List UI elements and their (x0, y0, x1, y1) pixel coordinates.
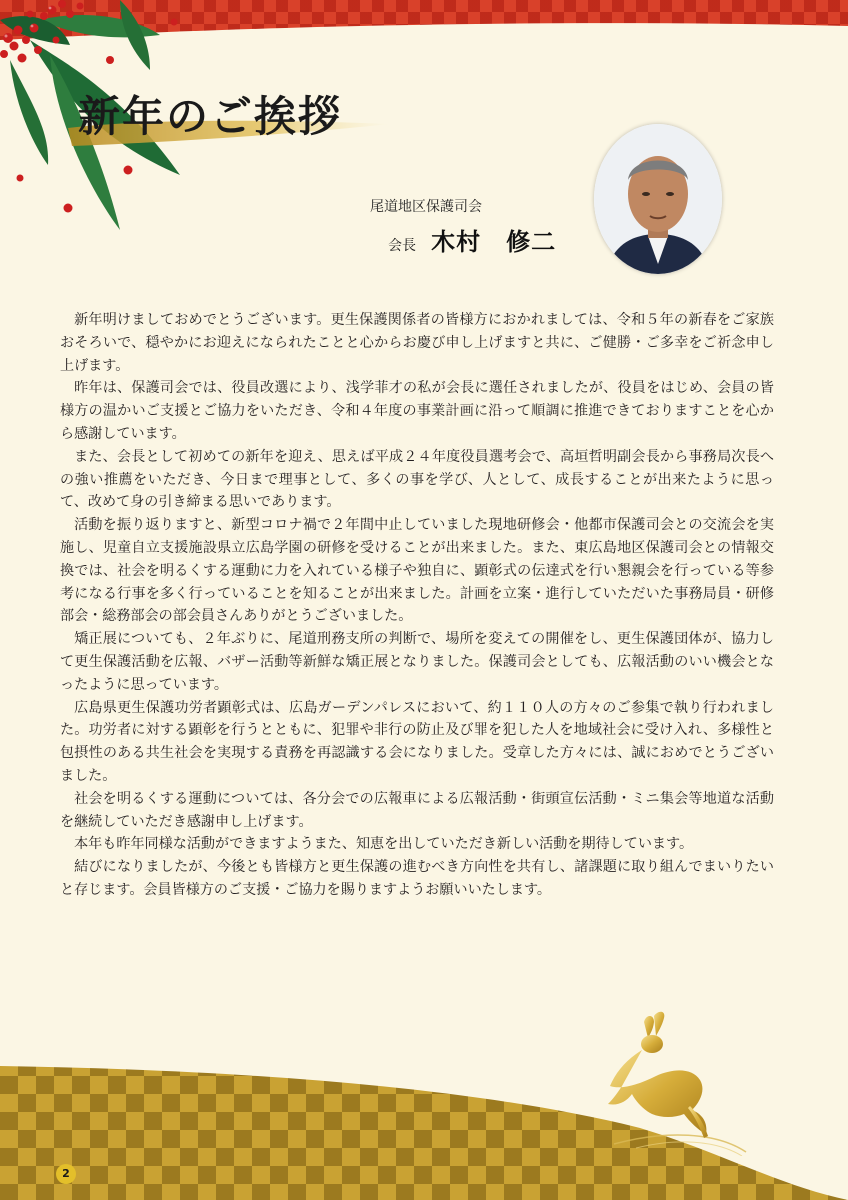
organization-name: 尾道地区保護司会 (370, 199, 482, 215)
page-number: 2 (56, 1164, 76, 1184)
page-title: 新年のご挨拶 (78, 92, 343, 141)
golden-rabbit-illustration (596, 1006, 766, 1156)
paragraph: 活動を振り返りますと、新型コロナ禍で２年間中止していました現地研修会・他都市保護司会との交流会を実施し、児童自立支援施設県立広島学園の研修を受けることが出来ました。また、東広島地区保護司会との情報交換では、社会を明るくする運動に力を入れている様子や独自に、顕彰式の伝達式を行い懇親会を行っている等参考になる行事を多く行っていることを知ることが出来ました。計画を立案・進行していただいた事務局員・研修部会・総務部会の部会員さんありがとうございました。 (60, 517, 774, 625)
paragraph: 新年明けましておめでとうございます。更生保護関係者の皆様方におかれましては、令和５年の新春をご家族おそろいで、穏やかにお迎えになられたことと心からお慶び申し上げますと共に、ご健勝・ご多幸をご祈念申し上げます。 (60, 312, 774, 374)
portrait-photo (594, 124, 722, 274)
paragraph: 社会を明るくする運動については、各分会での広報車による広報活動・街頭宣伝活動・ミニ集会等地道な活動を継続していただき感謝申し上げます。 (60, 790, 774, 830)
paragraph: 昨年は、保護司会では、役員改選により、浅学菲才の私が会長に選任されましたが、役員をはじめ、会員の皆様方の温かいご支援とご協力をいただき、令和４年度の事業計画に沿って順調に推進できておりますことを心から感謝しています。 (60, 380, 774, 442)
person-portrait-icon (594, 124, 722, 274)
paragraph: また、会長として初めての新年を迎え、思えば平成２４年度役員選考会で、高垣哲明副会長から事務局次長への強い推薦をいただき、今日まで理事として、多くの事を学び、人として、成長することが出来たように思って、改めて身の引き締まる思いであります。 (60, 448, 774, 511)
author-role: 会長 (388, 238, 416, 254)
paragraph: 本年も昨年同様な活動ができますようまた、知恵を出していただき新しい活動を期待しています。 (74, 836, 694, 853)
author-signature (388, 222, 556, 257)
paragraph: 広島県更生保護功労者顕彰式は、広島ガーデンパレスにおいて、約１１０人の方々のご参集で執り行われました。功労者に対する顕彰を行うとともに、犯罪や非行の防止及び罪を犯した人を地域社会に受け入れ、多様性と包摂性のある共生社会を実現する責務を再認識する会になりました。受章した方々には、誠におめでとうございました。 (60, 699, 774, 784)
paragraph: 矯正展についても、２年ぶりに、尾道刑務支所の判断で、場所を変えての開催をし、更生保護団体が、協力して更生保護活動を広報、バザー活動等新鮮な矯正展となりました。保護司会としても、広報活動のいい機会となったように思っています。 (60, 631, 774, 693)
greeting-body (60, 309, 774, 902)
paragraph: 結びになりましたが、今後とも皆様方と更生保護の進むべき方向性を共有し、諸課題に取り組んでまいりたいと存じます。会員皆様方のご支援・ご協力を賜りますようお願いいたします。 (60, 859, 774, 898)
author-name: 木村 修二 (431, 227, 557, 256)
